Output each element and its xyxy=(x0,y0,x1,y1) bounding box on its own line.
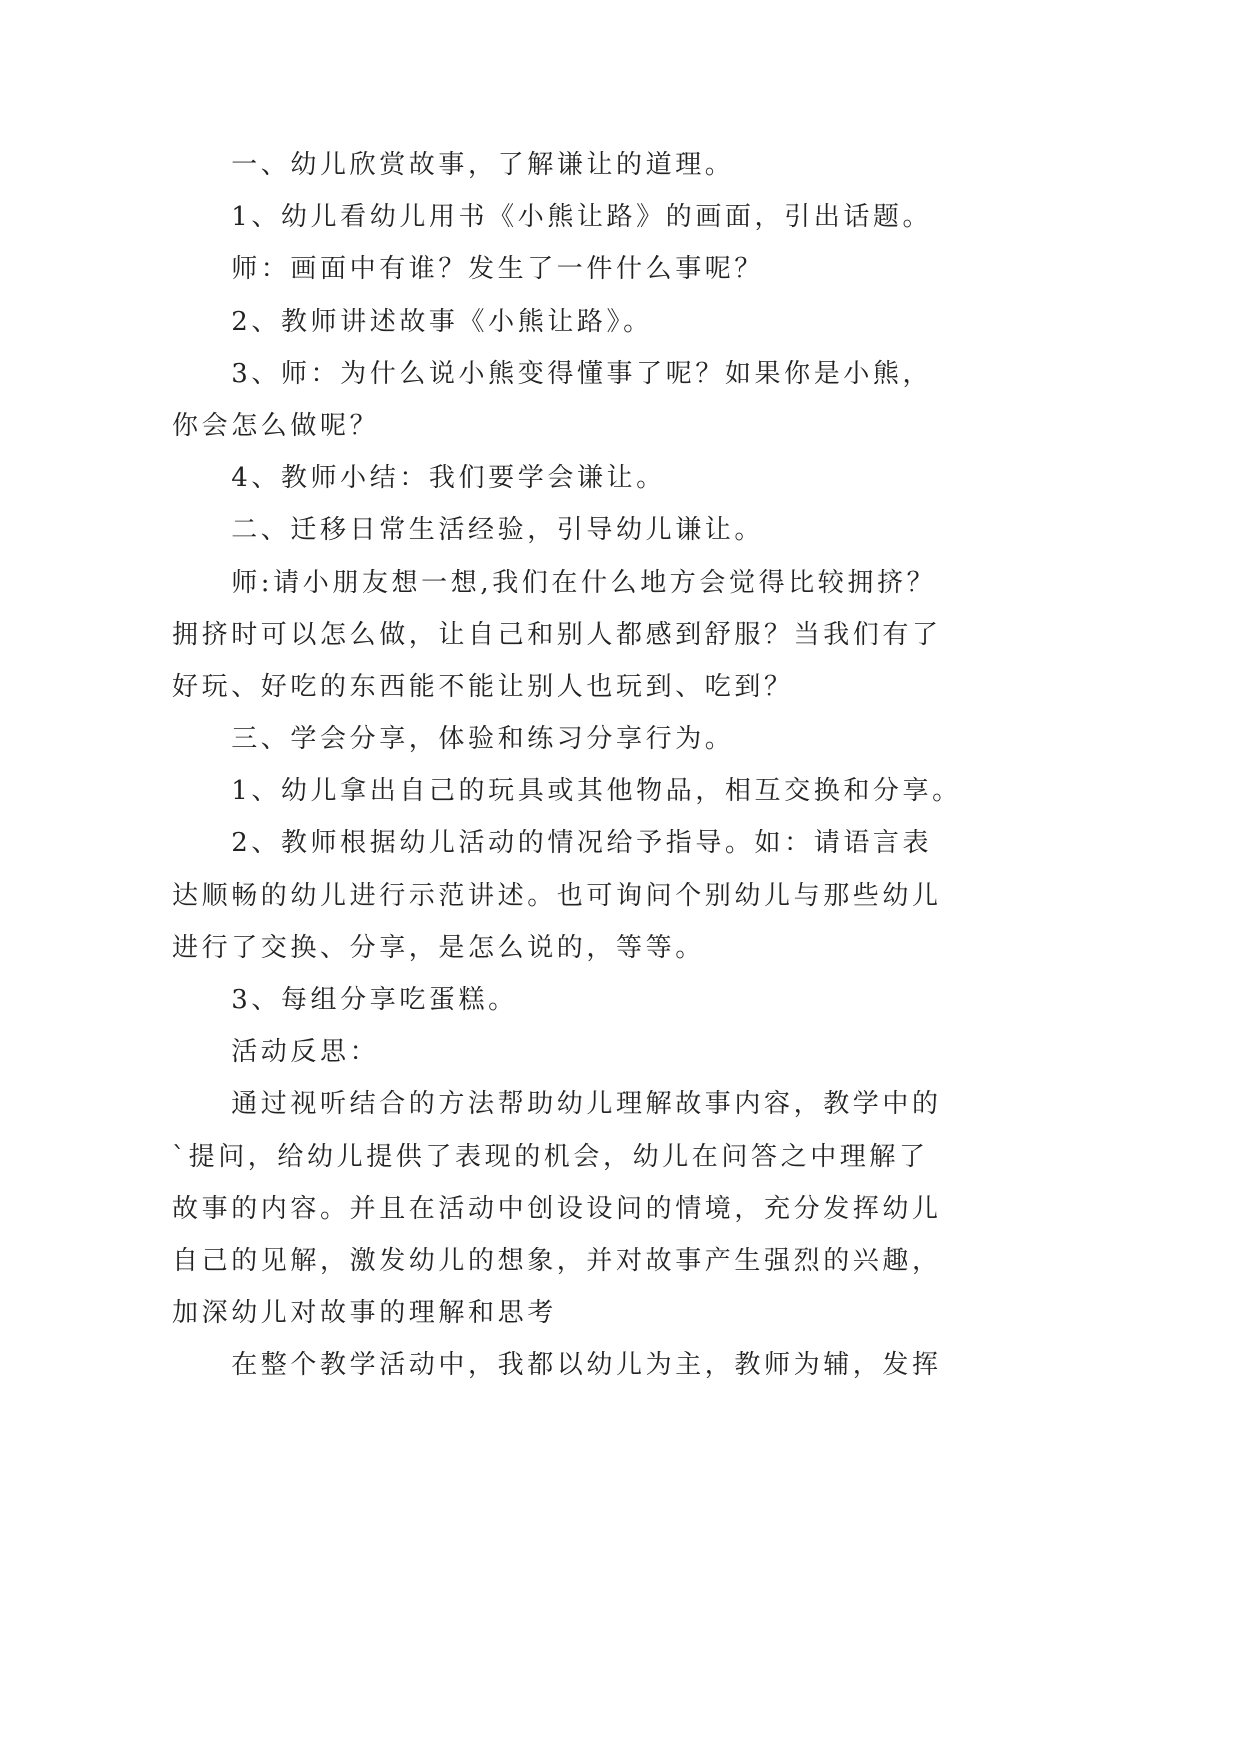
paragraph xyxy=(172,765,1172,817)
paragraph-first-line: 3、每组分享吃蛋糕。 xyxy=(231,985,518,1015)
paragraph-first-line: 活动反思： xyxy=(231,1037,380,1068)
paragraph xyxy=(172,974,1172,1026)
paragraph-line: `提问，给幼儿提供了表现的机会，幼儿在问答之中理解了 xyxy=(172,1141,929,1172)
paragraph-line: 自己的见解，激发幼儿的想象，并对故事产生强烈的兴趣， xyxy=(172,1245,942,1276)
paragraph-line: 拥挤时可以怎么做，让自己和别人都感到舒服？当我们有了 xyxy=(172,619,942,650)
paragraph xyxy=(172,191,1172,243)
paragraph-first-line: 1、幼儿拿出自己的玩具或其他物品，相互交换和分享。 xyxy=(231,776,962,807)
document-body xyxy=(172,139,1172,1392)
paragraph-first-line: 师：画面中有谁？发生了一件什么事呢？ xyxy=(231,254,764,285)
paragraph xyxy=(172,243,1172,295)
paragraph-line: 进行了交换、分享，是怎么说的，等等。 xyxy=(172,932,705,963)
paragraph xyxy=(172,296,1172,348)
paragraph-line: 加深幼儿对故事的理解和思考 xyxy=(172,1298,557,1329)
paragraph xyxy=(172,348,1172,452)
paragraph xyxy=(172,452,1172,504)
paragraph-first-line: 3、师：为什么说小熊变得懂事了呢？如果你是小熊， xyxy=(231,358,933,389)
paragraph-line: 故事的内容。并且在活动中创设设问的情境，充分发挥幼儿 xyxy=(172,1193,942,1224)
paragraph-first-line: 三、学会分享，体验和练习分享行为。 xyxy=(231,724,735,755)
paragraph xyxy=(172,1078,1172,1339)
paragraph-first-line: 师:请小朋友想一想,我们在什么地方会觉得比较拥挤？ xyxy=(231,567,937,598)
paragraph xyxy=(172,504,1172,556)
paragraph-first-line: 2、教师根据幼儿活动的情况给予指导。如：请语言表 xyxy=(231,828,933,859)
paragraph-first-line: 1、幼儿看幼儿用书《小熊让路》的画面，引出话题。 xyxy=(231,202,933,233)
paragraph-line: 你会怎么做呢？ xyxy=(172,410,380,441)
paragraph-line: 达顺畅的幼儿进行示范讲述。也可询问个别幼儿与那些幼儿 xyxy=(172,880,942,911)
paragraph xyxy=(172,557,1172,714)
paragraph-first-line: 在整个教学活动中，我都以幼儿为主，教师为辅，发挥 xyxy=(231,1350,942,1381)
paragraph xyxy=(172,817,1172,974)
paragraph-first-line: 4、教师小结：我们要学会谦让。 xyxy=(231,463,666,494)
paragraph xyxy=(172,1026,1172,1078)
paragraph-first-line: 通过视听结合的方法帮助幼儿理解故事内容，教学中的 xyxy=(231,1089,942,1120)
paragraph-first-line: 2、教师讲述故事《小熊让路》。 xyxy=(231,306,653,337)
paragraph xyxy=(172,139,1172,191)
paragraph xyxy=(172,713,1172,765)
paragraph-first-line: 二、迁移日常生活经验，引导幼儿谦让。 xyxy=(231,515,764,546)
paragraph-first-line: 一、幼儿欣赏故事，了解谦让的道理。 xyxy=(231,150,735,180)
paragraph xyxy=(172,1339,1172,1391)
paragraph-line: 好玩、好吃的东西能不能让别人也玩到、吃到？ xyxy=(172,671,794,702)
